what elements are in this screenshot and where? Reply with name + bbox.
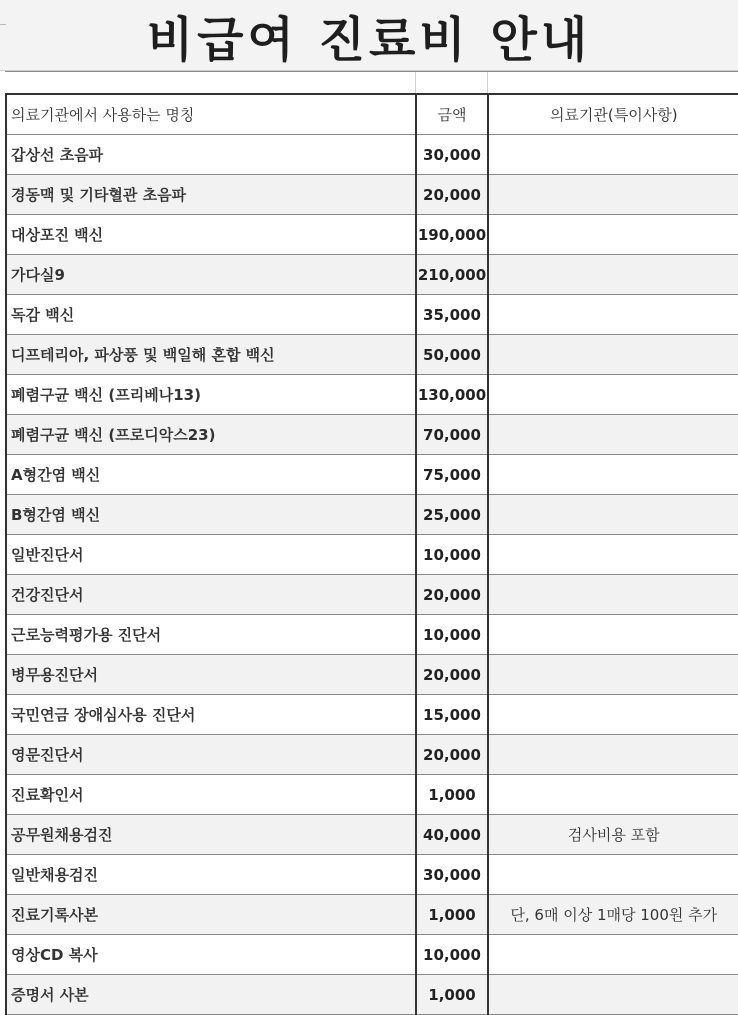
- item-note-cell: [488, 375, 738, 415]
- fee-table: [5, 93, 738, 1015]
- item-amount-cell: 20,000: [416, 655, 488, 695]
- table-row: [6, 935, 738, 975]
- item-name-cell: 근로능력평가용 진단서: [6, 615, 416, 655]
- item-note-cell: 검사비용 포함: [488, 815, 738, 855]
- item-amount-cell: 210,000: [416, 255, 488, 295]
- item-note-cell: [488, 975, 738, 1015]
- divider: [0, 24, 6, 25]
- item-name-cell: A형간염 백신: [6, 455, 416, 495]
- item-note-cell: [488, 215, 738, 255]
- item-amount-cell: 10,000: [416, 535, 488, 575]
- item-name-cell: 공무원채용검진: [6, 815, 416, 855]
- item-note-cell: [488, 455, 738, 495]
- table-row: [6, 775, 738, 815]
- table-row: [6, 175, 738, 215]
- item-name-cell: 진료확인서: [6, 775, 416, 815]
- table-row: [6, 295, 738, 335]
- table-row: [6, 975, 738, 1015]
- table-row: [6, 735, 738, 775]
- table-row: [6, 335, 738, 375]
- item-amount-cell: 1,000: [416, 975, 488, 1015]
- item-note-cell: [488, 655, 738, 695]
- item-note-cell: [488, 575, 738, 615]
- item-note-cell: [488, 415, 738, 455]
- column-divider: [415, 72, 416, 94]
- item-note-cell: [488, 295, 738, 335]
- item-note-cell: [488, 255, 738, 295]
- item-amount-cell: 190,000: [416, 215, 488, 255]
- table-row: [6, 375, 738, 415]
- item-name-cell: 일반진단서: [6, 535, 416, 575]
- item-name-cell: 갑상선 초음파: [6, 135, 416, 175]
- item-note-cell: [488, 615, 738, 655]
- item-amount-cell: 10,000: [416, 615, 488, 655]
- item-amount-cell: 1,000: [416, 895, 488, 935]
- item-note-cell: [488, 495, 738, 535]
- title-banner: [0, 0, 738, 71]
- table-row: [6, 695, 738, 735]
- item-name-cell: 독감 백신: [6, 295, 416, 335]
- table-row: [6, 615, 738, 655]
- table-row: [6, 215, 738, 255]
- table-row: [6, 415, 738, 455]
- item-note-cell: [488, 935, 738, 975]
- item-note-cell: [488, 695, 738, 735]
- item-name-cell: 국민연금 장애심사용 진단서: [6, 695, 416, 735]
- item-name-cell: 경동맥 및 기타혈관 초음파: [6, 175, 416, 215]
- item-amount-cell: 70,000: [416, 415, 488, 455]
- table-row: [6, 135, 738, 175]
- item-name-cell: 건강진단서: [6, 575, 416, 615]
- item-amount-cell: 20,000: [416, 735, 488, 775]
- item-name-cell: 대상포진 백신: [6, 215, 416, 255]
- item-amount-cell: 40,000: [416, 815, 488, 855]
- item-amount-cell: 75,000: [416, 455, 488, 495]
- item-note-cell: [488, 135, 738, 175]
- item-note-cell: [488, 335, 738, 375]
- table-row: [6, 575, 738, 615]
- header-amount: 금액: [416, 94, 488, 135]
- item-amount-cell: 30,000: [416, 855, 488, 895]
- item-note-cell: [488, 775, 738, 815]
- item-name-cell: 가다실9: [6, 255, 416, 295]
- item-note-cell: [488, 855, 738, 895]
- item-note-cell: 단, 6매 이상 1매당 100원 추가: [488, 895, 738, 935]
- item-name-cell: 디프테리아, 파상풍 및 백일해 혼합 백신: [6, 335, 416, 375]
- item-amount-cell: 30,000: [416, 135, 488, 175]
- item-name-cell: 진료기록사본: [6, 895, 416, 935]
- item-name-cell: 증명서 사본: [6, 975, 416, 1015]
- item-name-cell: 폐렴구균 백신 (프리베나13): [6, 375, 416, 415]
- item-note-cell: [488, 735, 738, 775]
- item-amount-cell: 15,000: [416, 695, 488, 735]
- header-note: 의료기관(특이사항): [488, 94, 738, 135]
- item-name-cell: 폐렴구균 백신 (프로디악스23): [6, 415, 416, 455]
- item-note-cell: [488, 535, 738, 575]
- item-name-cell: 영상CD 복사: [6, 935, 416, 975]
- item-amount-cell: 35,000: [416, 295, 488, 335]
- item-amount-cell: 50,000: [416, 335, 488, 375]
- table-header-row: [6, 94, 738, 135]
- item-amount-cell: 10,000: [416, 935, 488, 975]
- item-amount-cell: 20,000: [416, 575, 488, 615]
- item-amount-cell: 1,000: [416, 775, 488, 815]
- column-divider: [487, 72, 488, 94]
- item-name-cell: 영문진단서: [6, 735, 416, 775]
- page-title: 비급여 진료비 안내: [146, 11, 592, 68]
- table-row: [6, 535, 738, 575]
- table-row: [6, 495, 738, 535]
- item-amount-cell: 25,000: [416, 495, 488, 535]
- item-name-cell: B형간염 백신: [6, 495, 416, 535]
- item-name-cell: 병무용진단서: [6, 655, 416, 695]
- spacer-row: [5, 71, 738, 94]
- table-row: [6, 855, 738, 895]
- table-row: [6, 895, 738, 935]
- item-name-cell: 일반채용검진: [6, 855, 416, 895]
- item-amount-cell: 20,000: [416, 175, 488, 215]
- header-name: 의료기관에서 사용하는 명칭: [6, 94, 416, 135]
- item-amount-cell: 130,000: [416, 375, 488, 415]
- table-row: [6, 455, 738, 495]
- table-row: [6, 815, 738, 855]
- table-row: [6, 255, 738, 295]
- table-row: [6, 655, 738, 695]
- item-note-cell: [488, 175, 738, 215]
